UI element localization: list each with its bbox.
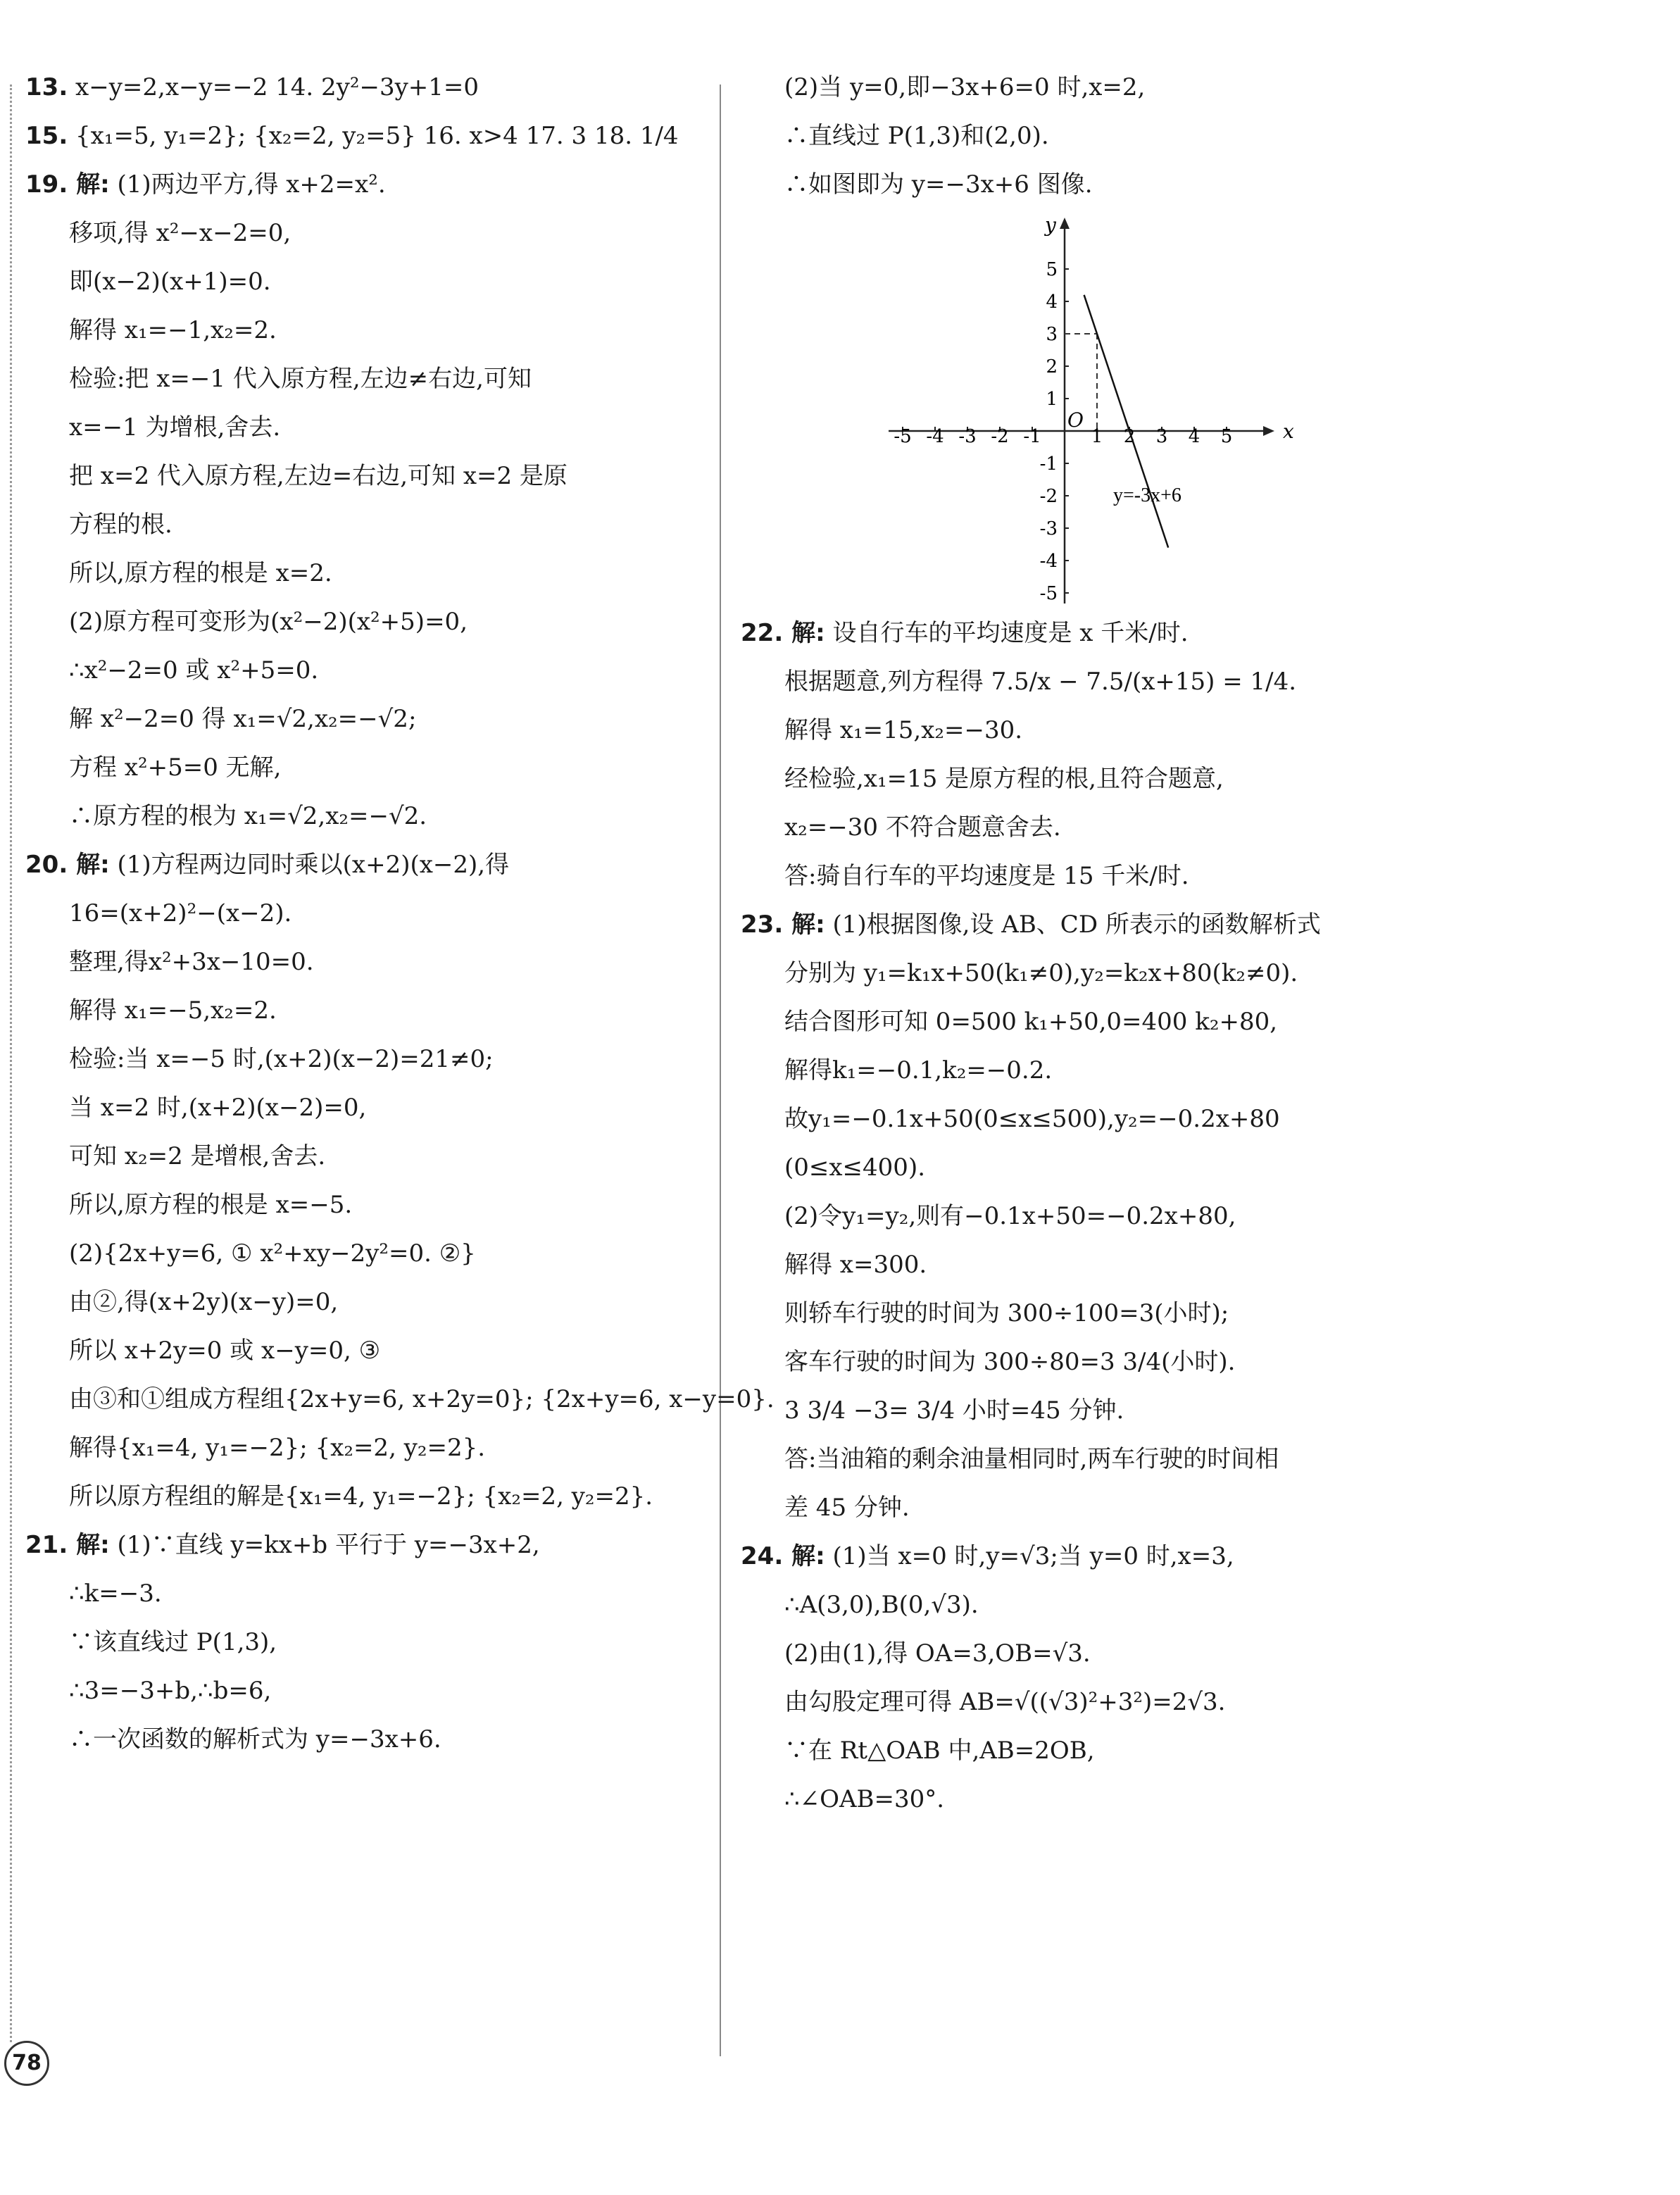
text-line [741, 811, 1445, 844]
function-graph [889, 216, 1297, 611]
text-line [741, 1442, 1445, 1476]
text-line [741, 1151, 1445, 1184]
text-line [25, 994, 701, 1027]
line-text: x₂=−30 不符合题意舍去. [784, 813, 1061, 842]
text-line [741, 1005, 1445, 1039]
line-text: (2)由(1),得 OA=3,OB=√3. [784, 1639, 1091, 1668]
x-tick-label: 3 [1155, 426, 1168, 447]
line-text: 客车行驶的时间为 300÷80=3 3/4(小时). [784, 1348, 1236, 1376]
line-text: 方程的根. [69, 511, 173, 539]
line-text: 由勾股定理可得 AB=√((√3)²+3²)=2√3. [784, 1688, 1226, 1716]
text-line [25, 168, 701, 201]
line-text: 方程 x²+5=0 无解, [69, 753, 282, 782]
text-line [25, 702, 701, 736]
line-text: 16=(x+2)²−(x−2). [69, 899, 292, 927]
text-line [25, 1382, 775, 1416]
line-text: (1)两边平方,得 x+2=x². [117, 170, 386, 199]
line-text: (0≤x≤400). [784, 1153, 926, 1182]
right-bottom-lines [741, 616, 1445, 1816]
origin-label: O [1067, 408, 1084, 432]
function-line-label: y=-3x+6 [1113, 484, 1181, 506]
line-text: 当 x=2 时,(x+2)(x−2)=0, [69, 1094, 367, 1122]
text-line [25, 556, 701, 590]
question-number: 24. 解: [741, 1542, 825, 1570]
text-line [25, 459, 701, 493]
line-text: 整理,得x²+3x−10=0. [69, 948, 314, 976]
text-line [25, 1042, 701, 1076]
right-top-lines [741, 70, 1445, 201]
line-text: 由②,得(x+2y)(x−y)=0, [69, 1288, 339, 1316]
text-line [741, 1734, 1445, 1768]
x-tick-label: 5 [1220, 426, 1233, 447]
text-line [25, 1528, 701, 1562]
text-line [25, 216, 701, 250]
text-line [741, 1588, 1445, 1622]
line-text: 移项,得 x²−x−2=0, [69, 219, 292, 247]
line-text: ∴k=−3. [69, 1580, 162, 1608]
text-line [741, 1248, 1445, 1282]
x-tick-label: 2 [1123, 426, 1136, 447]
line-text: 把 x=2 代入原方程,左边=右边,可知 x=2 是原 [69, 462, 568, 490]
line-text: 所以原方程组的解是{x₁=4, y₁=−2}; {x₂=2, y₂=2}. [69, 1482, 653, 1511]
line-text: 答:骑自行车的平均速度是 15 千米/时. [784, 862, 1189, 890]
line-text: (1)当 x=0 时,y=√3;当 y=0 时,x=3, [832, 1542, 1234, 1570]
line-text: 设自行车的平均速度是 x 千米/时. [832, 619, 1189, 647]
line-text: 所以,原方程的根是 x=−5. [69, 1191, 353, 1219]
page-number: 78 [4, 2041, 49, 2086]
text-line [741, 168, 1445, 201]
question-number: 20. 解: [25, 851, 110, 879]
line-text: ∴一次函数的解析式为 y=−3x+6. [69, 1725, 441, 1753]
line-text: (2)原方程可变形为(x²−2)(x²+5)=0, [69, 608, 468, 636]
text-line [741, 908, 1445, 942]
text-line [25, 1285, 701, 1319]
question-number: 22. 解: [741, 619, 825, 647]
function-line [1084, 295, 1169, 548]
line-text: {x₁=5, y₁=2}; {x₂=2, y₂=5} 16. x>4 17. 3 18. 1/4 [75, 122, 679, 150]
left-column [25, 70, 775, 1771]
y-tick-label: 3 [1046, 324, 1058, 345]
x-axis-arrow [1263, 426, 1274, 436]
line-text: 答:当油箱的剩余油量相同时,两车行驶的时间相 [784, 1445, 1279, 1473]
line-text: 分别为 y₁=k₁x+50(k₁≠0),y₂=k₂x+80(k₂≠0). [784, 959, 1298, 987]
text-line [25, 411, 701, 444]
line-text: 检验:当 x=−5 时,(x+2)(x−2)=21≠0; [69, 1045, 494, 1073]
left-margin-rule [10, 85, 13, 2042]
y-tick-label: -3 [1039, 518, 1058, 539]
line-text: 所以,原方程的根是 x=2. [69, 559, 332, 587]
y-tick-label: 4 [1046, 292, 1058, 313]
line-text: 3 3/4 −3= 3/4 小时=45 分钟. [784, 1396, 1124, 1425]
text-line [25, 799, 701, 833]
text-line [25, 119, 701, 153]
text-line [741, 956, 1445, 990]
text-line [25, 1674, 701, 1708]
line-text: (2){2x+y=6, ① x²+xy−2y²=0. ②} [69, 1239, 476, 1268]
y-tick-label: 2 [1046, 356, 1058, 377]
text-line [741, 616, 1445, 650]
question-number: 19. 解: [25, 170, 110, 199]
line-text: 解得 x=300. [784, 1251, 927, 1279]
line-text: (1)根据图像,设 AB、CD 所表示的函数解析式 [832, 911, 1321, 939]
question-number: 13. [25, 73, 68, 101]
text-line [741, 1685, 1445, 1719]
text-line [741, 1491, 1445, 1525]
text-line [25, 1625, 701, 1659]
text-line [25, 654, 701, 687]
text-line [741, 1782, 1445, 1816]
text-line [25, 848, 701, 882]
text-line [741, 1394, 1445, 1427]
text-line [25, 1188, 701, 1222]
x-tick-label: 1 [1091, 426, 1103, 447]
text-line [25, 1091, 701, 1125]
text-line [25, 1480, 701, 1513]
line-text: 故y₁=−0.1x+50(0≤x≤500),y₂=−0.2x+80 [784, 1105, 1280, 1133]
text-line [741, 713, 1445, 747]
y-tick-label: 1 [1046, 389, 1058, 410]
text-line [741, 859, 1445, 893]
line-text: (2)当 y=0,即−3x+6=0 时,x=2, [784, 73, 1146, 101]
y-tick-label: 5 [1046, 259, 1058, 280]
right-column [741, 70, 1445, 1831]
line-text: ∴3=−3+b,∴b=6, [69, 1677, 272, 1705]
question-number: 15. [25, 122, 68, 150]
line-text: (1)方程两边同时乘以(x+2)(x−2),得 [117, 851, 510, 879]
text-line [25, 1722, 701, 1756]
x-tick-label: -4 [926, 426, 944, 447]
text-line [741, 1102, 1445, 1136]
text-line [25, 508, 701, 542]
line-text: 即(x−2)(x+1)=0. [69, 268, 271, 296]
text-line [741, 762, 1445, 796]
line-text: ∴原方程的根为 x₁=√2,x₂=−√2. [69, 802, 427, 830]
question-number: 21. 解: [25, 1531, 110, 1559]
x-tick-label: -3 [958, 426, 977, 447]
line-text: 解得 x₁=−5,x₂=2. [69, 996, 277, 1025]
x-tick-label: -5 [894, 426, 912, 447]
text-line [25, 1237, 701, 1270]
line-text: ∴直线过 P(1,3)和(2,0). [784, 122, 1049, 150]
line-text: (2)令y₁=y₂,则有−0.1x+50=−0.2x+80, [784, 1202, 1236, 1230]
text-line [25, 1577, 701, 1611]
text-line [25, 265, 701, 299]
text-line [25, 1431, 701, 1465]
y-axis-label: y [1045, 216, 1056, 237]
y-tick-label: -5 [1039, 583, 1058, 604]
y-axis-arrow [1060, 218, 1070, 229]
text-line [25, 1139, 701, 1173]
line-text: 经检验,x₁=15 是原方程的根,且符合题意, [784, 765, 1224, 793]
line-text: 则轿车行驶的时间为 300÷100=3(小时); [784, 1299, 1229, 1327]
x-tick-label: 4 [1188, 426, 1201, 447]
line-text: x−y=2,x−y=−2 14. 2y²−3y+1=0 [75, 73, 479, 101]
line-text: 由③和①组成方程组{2x+y=6, x+2y=0}; {2x+y=6, x−y=0}. [69, 1385, 775, 1413]
y-tick-label: -4 [1039, 551, 1058, 572]
text-line [25, 945, 701, 979]
column-divider [720, 85, 721, 2056]
text-line [25, 362, 701, 396]
text-line [25, 605, 701, 639]
text-line [741, 119, 1445, 153]
line-text: 可知 x₂=2 是增根,舍去. [69, 1142, 326, 1170]
line-text: 解得 x₁=15,x₂=−30. [784, 716, 1023, 744]
line-text: 所以 x+2y=0 或 x−y=0, ③ [69, 1337, 381, 1365]
line-text: 解得 x₁=−1,x₂=2. [69, 316, 277, 344]
text-line [741, 1539, 1445, 1573]
text-line [741, 1199, 1445, 1233]
line-text: ∵在 Rt△OAB 中,AB=2OB, [784, 1737, 1095, 1765]
text-line [741, 1345, 1445, 1379]
text-line [25, 896, 701, 930]
line-text: ∴x²−2=0 或 x²+5=0. [69, 656, 319, 684]
line-text: x=−1 为增根,舍去. [69, 413, 281, 442]
x-axis-label: x [1283, 420, 1294, 443]
text-line [741, 665, 1445, 699]
y-tick-label: -2 [1039, 486, 1058, 507]
x-tick-label: -1 [1023, 426, 1041, 447]
line-text: ∴∠OAB=30°. [784, 1785, 945, 1813]
line-text: ∵该直线过 P(1,3), [69, 1628, 277, 1656]
line-text: (1)∵直线 y=kx+b 平行于 y=−3x+2, [117, 1531, 540, 1559]
text-line [25, 313, 701, 347]
text-line [741, 1637, 1445, 1670]
text-line [25, 70, 701, 104]
line-text: 解得{x₁=4, y₁=−2}; {x₂=2, y₂=2}. [69, 1434, 486, 1462]
line-text: 解得k₁=−0.1,k₂=−0.2. [784, 1056, 1053, 1084]
x-tick-label: -2 [991, 426, 1009, 447]
line-text: ∴A(3,0),B(0,√3). [784, 1591, 979, 1619]
line-text: ∴如图即为 y=−3x+6 图像. [784, 170, 1093, 199]
line-text: 解 x²−2=0 得 x₁=√2,x₂=−√2; [69, 705, 417, 733]
text-line [25, 751, 701, 784]
line-text: 结合图形可知 0=500 k₁+50,0=400 k₂+80, [784, 1008, 1278, 1036]
line-text: 检验:把 x=−1 代入原方程,左边≠右边,可知 [69, 365, 532, 393]
text-line [25, 1334, 701, 1368]
line-text: 差 45 分钟. [784, 1494, 910, 1522]
question-number: 23. 解: [741, 911, 825, 939]
text-line [741, 1053, 1445, 1087]
line-text: 根据题意,列方程得 7.5/x − 7.5/(x+15) = 1/4. [784, 668, 1297, 696]
text-line [741, 1296, 1445, 1330]
text-line [741, 70, 1445, 104]
y-tick-label: -1 [1039, 454, 1058, 475]
